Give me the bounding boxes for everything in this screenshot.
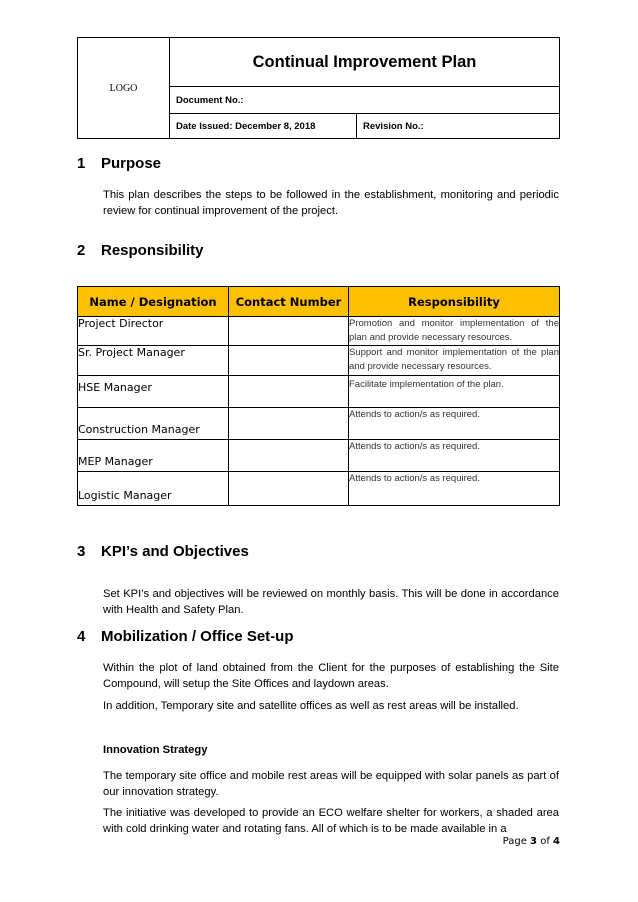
- cell-responsibility: Attends to action/s as required.: [349, 408, 560, 440]
- table-row: [78, 376, 560, 408]
- table-row: [78, 472, 560, 506]
- table-row: [78, 408, 560, 440]
- cell-responsibility: Promotion and monitor implementation of the plan and provide necessary resources.: [349, 317, 560, 346]
- cell-name: Construction Manager: [78, 408, 229, 440]
- cell-contact: [229, 317, 349, 346]
- cell-contact: [229, 408, 349, 440]
- responsibility-table: [77, 286, 560, 506]
- section-heading-purpose: 1 Purpose: [77, 155, 162, 172]
- page-number: Page 3 of 4: [502, 836, 560, 847]
- cell-name: Project Director: [78, 317, 229, 346]
- section-heading-mobilization: 4 Mobilization / Office Set-up: [77, 628, 294, 645]
- cell-name: Sr. Project Manager: [78, 346, 229, 376]
- cell-responsibility: Support and monitor implementation of the plan and provide necessary resources.: [349, 346, 560, 376]
- kpi-text: Set KPI’s and objectives will be reviewed on monthly basis. This will be done in accordance with Health and Safety Plan.: [103, 588, 559, 616]
- cell-responsibility: Attends to action/s as required.: [349, 440, 560, 472]
- section-heading-responsibility: 2 Responsibility: [77, 242, 204, 259]
- cell-contact: [229, 472, 349, 506]
- initiative-text: The initiative was developed to provide an ECO welfare shelter for workers, a shaded area with cold drinking water and rotating fans. All of which is to be made available in a: [103, 807, 559, 835]
- innovation-text: The temporary site office and mobile rest areas will be equipped with solar panels as part of our innovation strategy.: [103, 770, 559, 798]
- document-title: Continual Improvement Plan: [170, 38, 560, 87]
- date-issued: Date Issued: December 8, 2018: [170, 114, 357, 139]
- cell-name: HSE Manager: [78, 376, 229, 408]
- revision-number: Revision No.:: [357, 114, 560, 139]
- mobilization-text: Within the plot of land obtained from the Client for the purposes of establishing the Site Compound, will setup the Site Offices and laydown areas.: [103, 662, 559, 690]
- cell-contact: [229, 440, 349, 472]
- cell-responsibility: Attends to action/s as required.: [349, 472, 560, 506]
- document-header: [77, 37, 560, 139]
- column-header-responsibility: Responsibility: [349, 287, 560, 317]
- purpose-text: This plan describes the steps to be followed in the establishment, monitoring and periodic review for continual improvement of the project.: [103, 189, 559, 217]
- table-row: [78, 317, 560, 346]
- table-header-row: [78, 287, 560, 317]
- cell-responsibility: Facilitate implementation of the plan.: [349, 376, 560, 408]
- table-row: [78, 346, 560, 376]
- column-header-contact: Contact Number: [229, 287, 349, 317]
- cell-name: MEP Manager: [78, 440, 229, 472]
- document-number: Document No.:: [170, 87, 560, 114]
- column-header-name: Name / Designation: [78, 287, 229, 317]
- section-heading-kpi: 3 KPI’s and Objectives: [77, 543, 249, 560]
- cell-contact: [229, 376, 349, 408]
- innovation-strategy-heading: Innovation Strategy: [103, 744, 208, 756]
- mobilization-text-additional: In addition, Temporary site and satellite offices as well as rest areas will be installed.: [103, 700, 519, 712]
- cell-contact: [229, 346, 349, 376]
- table-row: [78, 440, 560, 472]
- cell-name: Logistic Manager: [78, 472, 229, 506]
- logo: LOGO: [78, 38, 170, 139]
